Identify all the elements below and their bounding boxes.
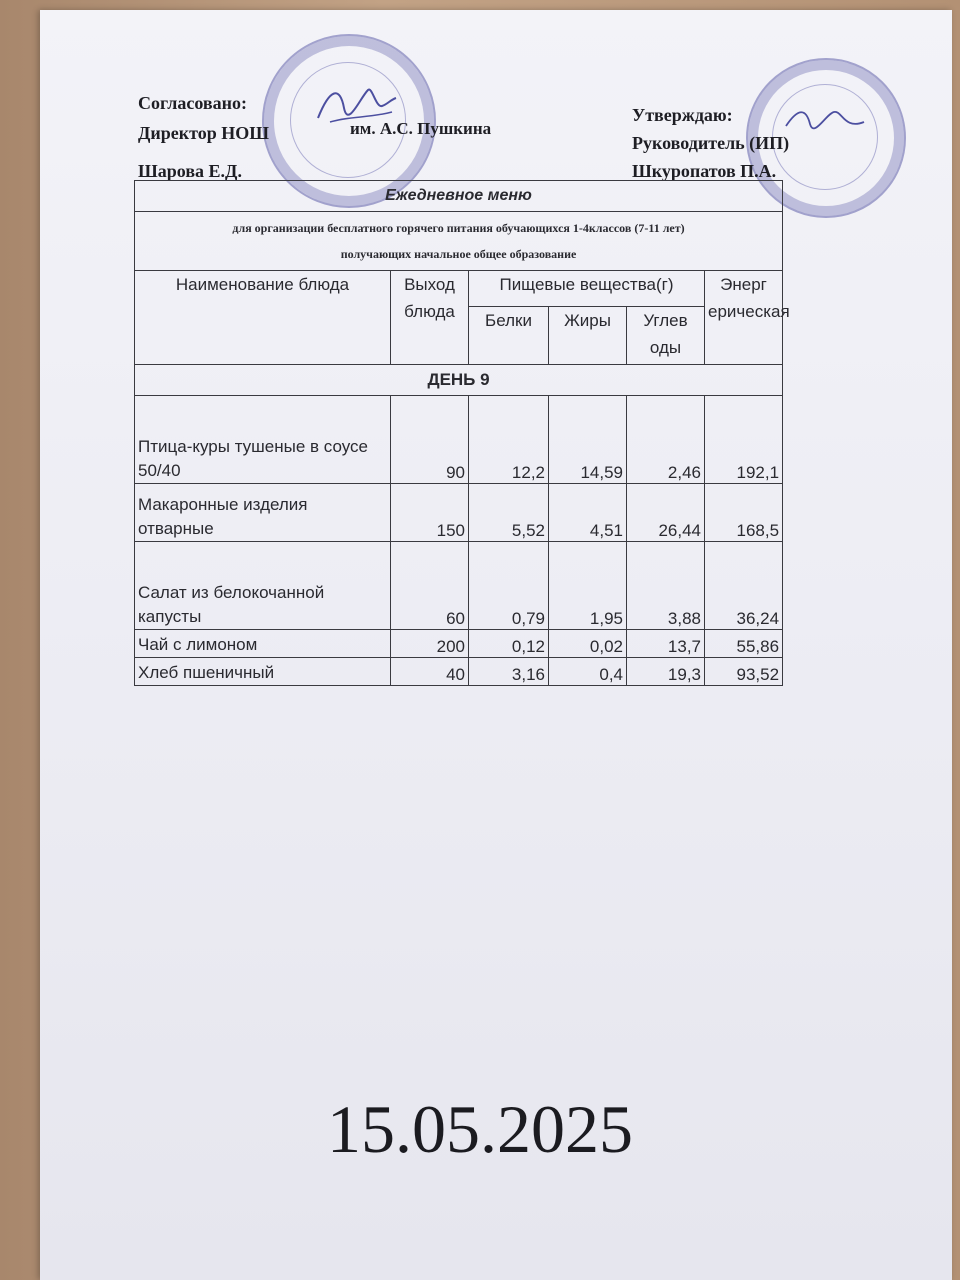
table-row bbox=[135, 484, 783, 542]
subtitle-line-1: для организации бесплатного горячего питания обучающихся 1-4классов (7-11 лет) bbox=[232, 221, 685, 235]
right-signature bbox=[780, 96, 870, 156]
dish-protein: 12,2 bbox=[469, 396, 549, 484]
dish-energy: 168,5 bbox=[705, 484, 783, 542]
head-title: Руководитель (ИП) bbox=[632, 133, 790, 153]
dish-name: Чай с лимоном bbox=[135, 630, 391, 658]
col-header-carbs: Углев оды bbox=[627, 307, 705, 365]
dish-energy: 55,86 bbox=[705, 630, 783, 658]
dish-name: Хлеб пшеничный bbox=[135, 658, 391, 686]
col-header-energy: Энерг ерическая bbox=[705, 271, 783, 365]
dish-yield: 150 bbox=[391, 484, 469, 542]
table-row bbox=[135, 396, 783, 484]
dish-carbs: 2,46 bbox=[627, 396, 705, 484]
dish-protein: 0,12 bbox=[469, 630, 549, 658]
dish-fat: 0,02 bbox=[549, 630, 627, 658]
dish-yield: 200 bbox=[391, 630, 469, 658]
dish-carbs: 26,44 bbox=[627, 484, 705, 542]
dish-carbs: 19,3 bbox=[627, 658, 705, 686]
dish-protein: 3,16 bbox=[469, 658, 549, 686]
dish-protein: 5,52 bbox=[469, 484, 549, 542]
dish-carbs: 3,88 bbox=[627, 542, 705, 630]
dish-energy: 36,24 bbox=[705, 542, 783, 630]
dish-name: Салат из белокочанной капусты bbox=[135, 542, 391, 630]
director-title: Директор НОШ bbox=[138, 123, 270, 143]
col-header-fat: Жиры bbox=[549, 307, 627, 365]
approval-label: Согласовано: bbox=[138, 93, 247, 113]
dish-fat: 1,95 bbox=[549, 542, 627, 630]
dish-yield: 90 bbox=[391, 396, 469, 484]
approve-label: Утверждаю: bbox=[632, 105, 733, 125]
dish-name: Птица-куры тушеные в соусе 50/40 bbox=[135, 396, 391, 484]
table-row bbox=[135, 658, 783, 686]
table-row bbox=[135, 630, 783, 658]
menu-title: Ежедневное меню bbox=[135, 181, 783, 212]
dish-protein: 0,79 bbox=[469, 542, 549, 630]
col-header-yield: Выход блюда bbox=[391, 271, 469, 365]
dish-carbs: 13,7 bbox=[627, 630, 705, 658]
dish-fat: 4,51 bbox=[549, 484, 627, 542]
dish-yield: 40 bbox=[391, 658, 469, 686]
menu-table bbox=[134, 180, 790, 686]
dish-name: Макаронные изделия отварные bbox=[135, 484, 391, 542]
day-label: ДЕНЬ 9 bbox=[135, 365, 783, 396]
dish-yield: 60 bbox=[391, 542, 469, 630]
menu-subtitle bbox=[135, 212, 783, 271]
dish-fat: 14,59 bbox=[549, 396, 627, 484]
col-header-name: Наименование блюда bbox=[135, 271, 391, 365]
head-name: Шкуропатов П.А. bbox=[632, 161, 777, 181]
subtitle-line-2: получающих начальное общее образование bbox=[340, 247, 577, 261]
dish-energy: 93,52 bbox=[705, 658, 783, 686]
table-row bbox=[135, 542, 783, 630]
dish-fat: 0,4 bbox=[549, 658, 627, 686]
school-name: им. А.С. Пушкина bbox=[350, 119, 492, 138]
col-header-nutrients: Пищевые вещества(г) bbox=[469, 271, 705, 307]
dish-energy: 192,1 bbox=[705, 396, 783, 484]
director-name: Шарова Е.Д. bbox=[138, 161, 242, 181]
col-header-protein: Белки bbox=[469, 307, 549, 365]
menu-date: 15.05.2025 bbox=[327, 1091, 633, 1167]
